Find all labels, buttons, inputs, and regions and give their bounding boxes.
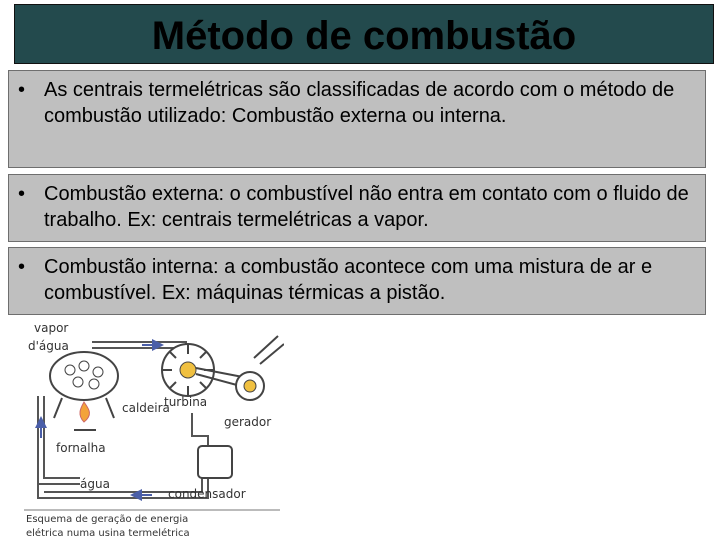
- thermal-plant-diagram: [22, 318, 284, 540]
- label-gerador: gerador: [224, 415, 272, 429]
- label-fornalha: fornalha: [56, 441, 106, 455]
- bullet-box-1: [8, 70, 706, 168]
- bullet-icon: •: [18, 79, 26, 101]
- slide-title: Método de combustão: [151, 14, 577, 58]
- bullet-icon: •: [18, 256, 26, 278]
- diagram-caption-line2: elétrica numa usina termelétrica: [26, 528, 190, 539]
- bullet-item-3: [9, 254, 695, 306]
- label-agua: água: [80, 477, 110, 491]
- label-caldeira: caldeira: [122, 401, 170, 415]
- label-dagua: d'água: [28, 339, 69, 353]
- bullet-text-3: Combustão interna: a combustão acontece com uma mistura de ar e combustível. Ex: máquinas térmicas a pistão.: [44, 256, 653, 304]
- label-turbina: turbina: [164, 395, 208, 409]
- label-condensador: condensador: [168, 487, 246, 501]
- title-bar: [14, 4, 714, 64]
- bullet-text-1: As centrais termelétricas são classificadas de acordo com o método de combustão utilizado: Combustão externa ou interna.: [44, 79, 675, 127]
- bullet-icon: •: [18, 183, 26, 205]
- bullet-box-3: [8, 247, 706, 315]
- furnace-flame-icon: [74, 402, 96, 430]
- bullet-text-2: Combustão externa: o combustível não entra em contato com o fluido de trabalho. Ex: centrais termelétricas a vapor.: [44, 183, 689, 231]
- bullet-item-1: [9, 77, 695, 129]
- bullet-item-2: [9, 181, 695, 233]
- condenser-icon: [198, 446, 232, 478]
- label-vapor: vapor: [34, 321, 69, 335]
- bullet-box-2: [8, 174, 706, 242]
- diagram-caption-line1: Esquema de geração de energia: [26, 514, 189, 525]
